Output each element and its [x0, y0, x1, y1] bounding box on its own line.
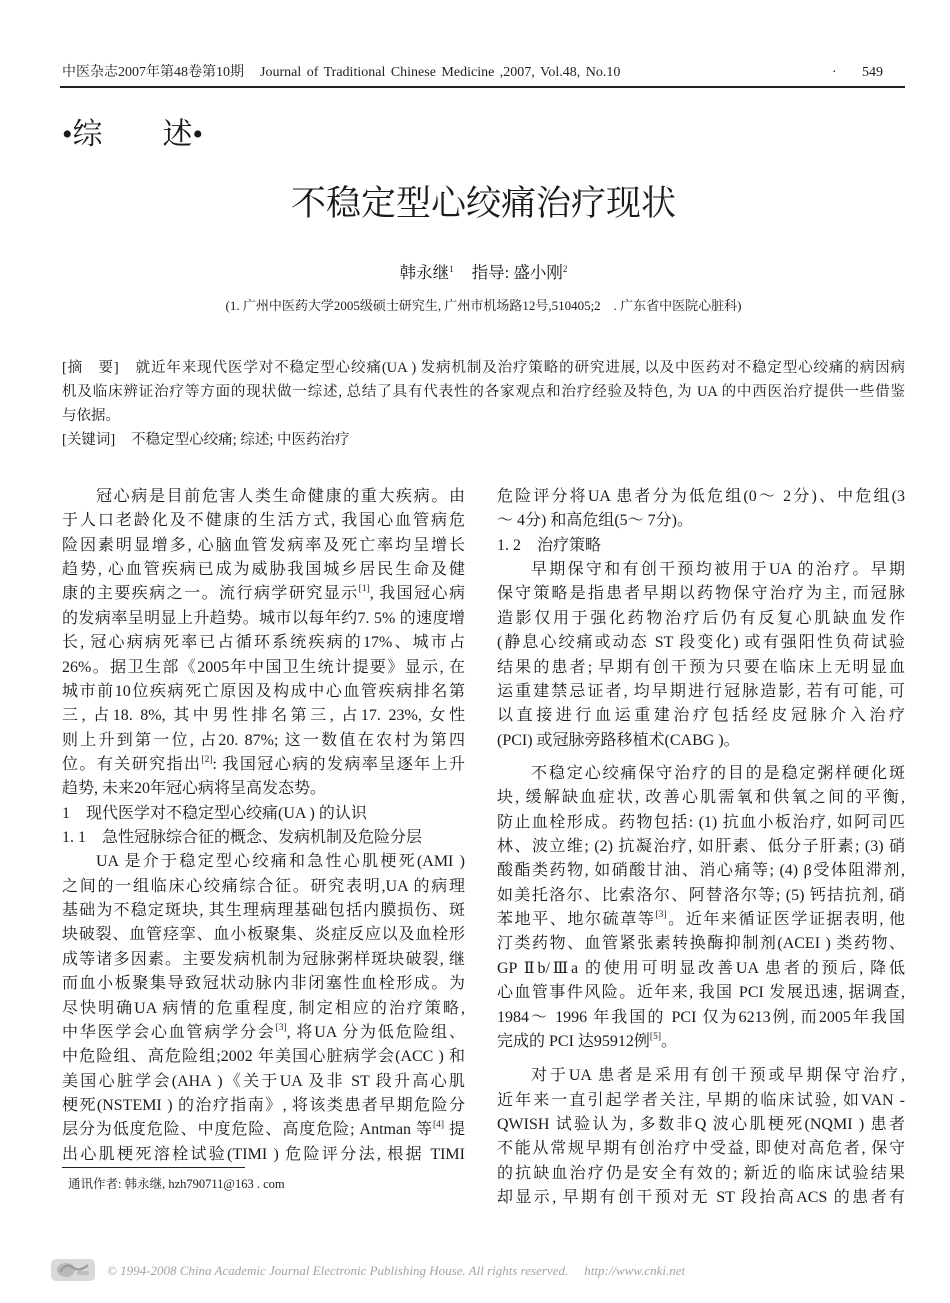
conservative-treatment-paragraph — [497, 762, 905, 1054]
text-line: 林、波立维; (2) 抗凝治疗, 如肝素、低分子肝素; (3) 硝 — [497, 838, 905, 856]
cnki-url: http://www.cnki.net — [584, 1263, 686, 1278]
text-line: 险因素明显增多, 心脑血管发病率及死亡率均呈增长 — [62, 536, 465, 554]
text-line: 位。有关研究指出[2]: 我国冠心病的发病率呈逐年上升 — [62, 754, 465, 773]
text-line: 层分为低度危险、中度危险、高度危险; Antman 等[4] 提 — [62, 1120, 465, 1139]
author-affiliation-mark: 1 — [449, 263, 454, 274]
right-column — [497, 485, 905, 1210]
text-line: 而血小板聚集导致冠状动脉内非闭塞性血栓形成。为 — [62, 975, 465, 993]
citation-ref: [3] — [655, 909, 667, 920]
text-line: 运重建禁忌证者, 均早期进行冠脉造影, 若有可能, 可 — [497, 682, 905, 700]
citation-ref: [5] — [649, 1031, 661, 1042]
text-line: 酸酯类药物, 如硝酸甘油、消心痛等; (4) β受体阻滞剂, — [497, 862, 905, 880]
section-1-1-heading — [62, 826, 465, 850]
author-name: 韩永继 — [399, 263, 450, 282]
footnote-divider — [62, 1167, 245, 1168]
heading-line: 1 现代医学对不稳定型心绞痛(UA ) 的认识 — [62, 804, 367, 822]
text-line: 尽快明确UA 病情的危重程度, 制定相应的治疗策略, — [62, 999, 465, 1017]
keywords-line — [62, 428, 905, 452]
page-number-dot: · — [832, 65, 837, 80]
affiliation: (1. 广州中医药大学2005级硕士研究生, 广州市机场路12号,510405;2 . 广东省中医院心脏科) — [225, 298, 742, 313]
text-line: 造影仅用于强化药物治疗后仍有反复心肌缺血发作 — [497, 609, 905, 627]
advisor-name: 指导: 盛小刚 — [471, 263, 563, 282]
advisor-affiliation-mark: 2 — [562, 263, 568, 274]
heading-line: 1. 2 治疗策略 — [497, 536, 602, 554]
abstract-line: 与依据。 — [62, 408, 120, 424]
header-divider — [60, 86, 905, 88]
text-line: 基础为不稳定斑块, 其生理病理基础包括内膜损伤、斑 — [62, 902, 465, 920]
section-1-2-heading — [497, 534, 905, 558]
running-header — [62, 64, 620, 82]
text-line: 中危险组、高危险组;2002 年美国心脏病学会(ACC ) 和 — [62, 1048, 465, 1066]
text-line: (静息心绞痛或动态 ST 段变化) 或有强阳性负荷试验 — [497, 634, 905, 652]
text-line: 苯地平、地尔硫䓬等[3]。近年来循证医学证据表明, 他 — [497, 909, 905, 929]
text-line: 长, 冠心病病死率已占循环系统疾病的17%、城市占 — [62, 634, 465, 652]
text-line: 如美托洛尔、比索洛尔、阿替洛尔等; (5) 钙拮抗剂, 硝 — [497, 886, 905, 904]
text-line: 对于UA 患者是采用有创干预或早期保守治疗, — [531, 1067, 905, 1085]
text-line: UA 是介于稳定型心绞痛和急性心肌梗死(AMI ) — [96, 853, 465, 871]
text-line: 结果的患者; 早期有创干预为只要在临床上无明显血 — [497, 658, 905, 676]
journal-name-en: Journal of Traditional Chinese Medicine ,2007, Vol.48, No.10 — [260, 65, 621, 80]
author-line — [62, 262, 905, 284]
treatment-strategy-paragraph — [497, 558, 905, 753]
text-line: 以直接进行血运重建治疗包括经皮冠脉介入治疗 — [497, 707, 905, 725]
invasive-vs-conservative-paragraph — [497, 1064, 905, 1210]
text-line: 不能从常规早期有创治疗中受益, 即使对高危者, 保守 — [497, 1140, 905, 1158]
text-line: 的抗缺血治疗仍是安全有效的; 新近的临床试验结果 — [497, 1164, 905, 1182]
keywords-label: [关键词] — [62, 432, 116, 448]
abstract-label: [摘 要] — [62, 360, 119, 376]
heading-line: 1. 1 急性冠脉综合征的概念、发病机制及危险分层 — [62, 829, 423, 847]
text-line: 的发病率呈明显上升趋势。城市以每年约7. 5% 的速度增 — [62, 609, 465, 627]
text-line: GP Ⅱb/Ⅲa 的使用可明显改善UA 患者的预后, 降低 — [497, 959, 905, 977]
text-line: 趋势, 未来20年冠心病将呈高发态势。 — [62, 780, 327, 798]
text-line: 保守策略是指患者早期以药物保守治疗为主, 而冠脉 — [497, 585, 905, 603]
text-line: 早期保守和有创干预均被用于UA 的治疗。早期 — [531, 561, 905, 579]
cnki-logo-icon — [50, 1256, 96, 1284]
text-line: 完成的 PCI 达95912例[5]。 — [497, 1031, 677, 1050]
text-line: 美国心脏学会(AHA )《关于UA 及非 ST 段升高心肌 — [62, 1072, 465, 1090]
text-line: (PCI) 或冠脉旁路移植术(CABG )。 — [497, 731, 740, 749]
left-column — [62, 485, 465, 1167]
text-line: 之间的一组临床心绞痛综合征。研究表明,UA 的病理 — [62, 877, 465, 895]
text-line: 出心肌梗死溶栓试验(TIMI ) 危险评分法, 根据 TIMI — [62, 1145, 465, 1163]
text-line: 却显示, 早期有创干预对无 ST 段抬高ACS 的患者有 — [497, 1189, 905, 1207]
text-line: 不稳定心绞痛保守治疗的目的是稳定粥样硬化斑 — [531, 764, 905, 782]
intro-paragraph — [62, 485, 465, 802]
copyright-footer — [107, 1262, 685, 1280]
text-line: 1984～ 1996 年我国的 PCI 仅为6213例, 而2005年我国 — [497, 1008, 905, 1026]
text-line: 心血管事件风险。近年来, 我国 PCI 发展迅速, 据调查, — [497, 984, 905, 1002]
text-line: 中华医学会心血管病学分会[3], 将UA 分为低危险组、 — [62, 1022, 465, 1041]
text-line: 城市前10位疾病死亡原因及构成中心血管疾病排名第 — [62, 682, 465, 700]
article-title: 不稳定型心绞痛治疗现状 — [290, 184, 676, 223]
risk-score-paragraph — [497, 485, 905, 534]
text-line: 康的主要疾病之一。流行病学研究显示[1], 我国冠心病 — [62, 584, 465, 603]
citation-ref: [3] — [275, 1022, 287, 1033]
citation-ref: [4] — [432, 1120, 445, 1131]
abstract-line — [62, 356, 905, 380]
copyright-text: © 1994-2008 China Academic Journal Electronic Publishing House. All rights reserved. — [107, 1263, 569, 1278]
citation-ref: [2] — [201, 754, 213, 765]
abstract — [62, 356, 905, 452]
text-line: 成等诸多因素。主要发病机制为冠脉粥样斑块破裂, 继 — [62, 950, 465, 968]
ua-definition-paragraph — [62, 850, 465, 1167]
text-line: 三, 占18. 8%, 其中男性排名第三, 占17. 23%, 女性 — [62, 707, 465, 725]
text-line: ～ 4分) 和高危组(5～ 7分)。 — [497, 512, 693, 530]
abstract-line: 机及临床辨证治疗等方面的现状做一综述, 总结了具有代表性的各家观点和治疗经验及特色, 为 UA 的中西医治疗提供一些借鉴 — [62, 384, 905, 400]
section-1-heading — [62, 802, 465, 826]
text-line: 块破裂、血管痉挛、血小板聚集、炎症反应以及血栓形 — [62, 926, 465, 944]
page-number: 549 — [862, 65, 883, 80]
journal-name-cn: 中医杂志2007年第48卷第10期 — [62, 65, 244, 80]
text-line: 块, 缓解缺血症状, 改善心肌需氧和供氧之间的平衡, — [497, 789, 905, 807]
text-line: 趋势, 心血管疾病已成为威胁我国城乡居民生命及健 — [62, 561, 465, 579]
citation-ref: [1] — [358, 584, 370, 595]
text-line: 则上升到第一位, 占20. 87%; 这一数值在农村为第四 — [62, 731, 465, 749]
text-line: QWISH 试验认为, 多数非Q 波心肌梗死(NQMI ) 患者 — [497, 1115, 905, 1133]
section-tag: •综 述• — [62, 118, 204, 151]
text-line: 危险评分将UA 患者分为低危组(0～ 2分)、中危组(3 — [497, 488, 905, 505]
text-line: 冠心病是目前危害人类生命健康的重大疾病。由 — [96, 488, 465, 505]
corresponding-author-note: 通讯作者: 韩永继, hzh790711@163 . com — [68, 1177, 285, 1191]
abstract-text: 就近年来现代医学对不稳定型心绞痛(UA ) 发病机制及治疗策略的研究进展, 以及中医药对不稳定型心绞痛的病因病 — [134, 360, 905, 376]
text-line: 近年来一直引起学者关注, 早期的临床试验, 如VAN - — [497, 1091, 905, 1109]
text-line: 防止血栓形成。药物包括: (1) 抗血小板治疗, 如阿司匹 — [497, 813, 905, 831]
text-line: 26%。据卫生部《2005年中国卫生统计提要》显示, 在 — [62, 658, 465, 676]
text-line: 汀类药物、血管紧张素转换酶抑制剂(ACEI ) 类药物、 — [497, 935, 905, 953]
keywords-text: 不稳定型心绞痛; 综述; 中医药治疗 — [131, 432, 350, 448]
text-line: 于人口老龄化及不健康的生活方式, 我国心血管病危 — [62, 512, 465, 530]
text-line: 梗死(NSTEMI ) 的治疗指南》, 将该类患者早期危险分 — [62, 1096, 465, 1114]
